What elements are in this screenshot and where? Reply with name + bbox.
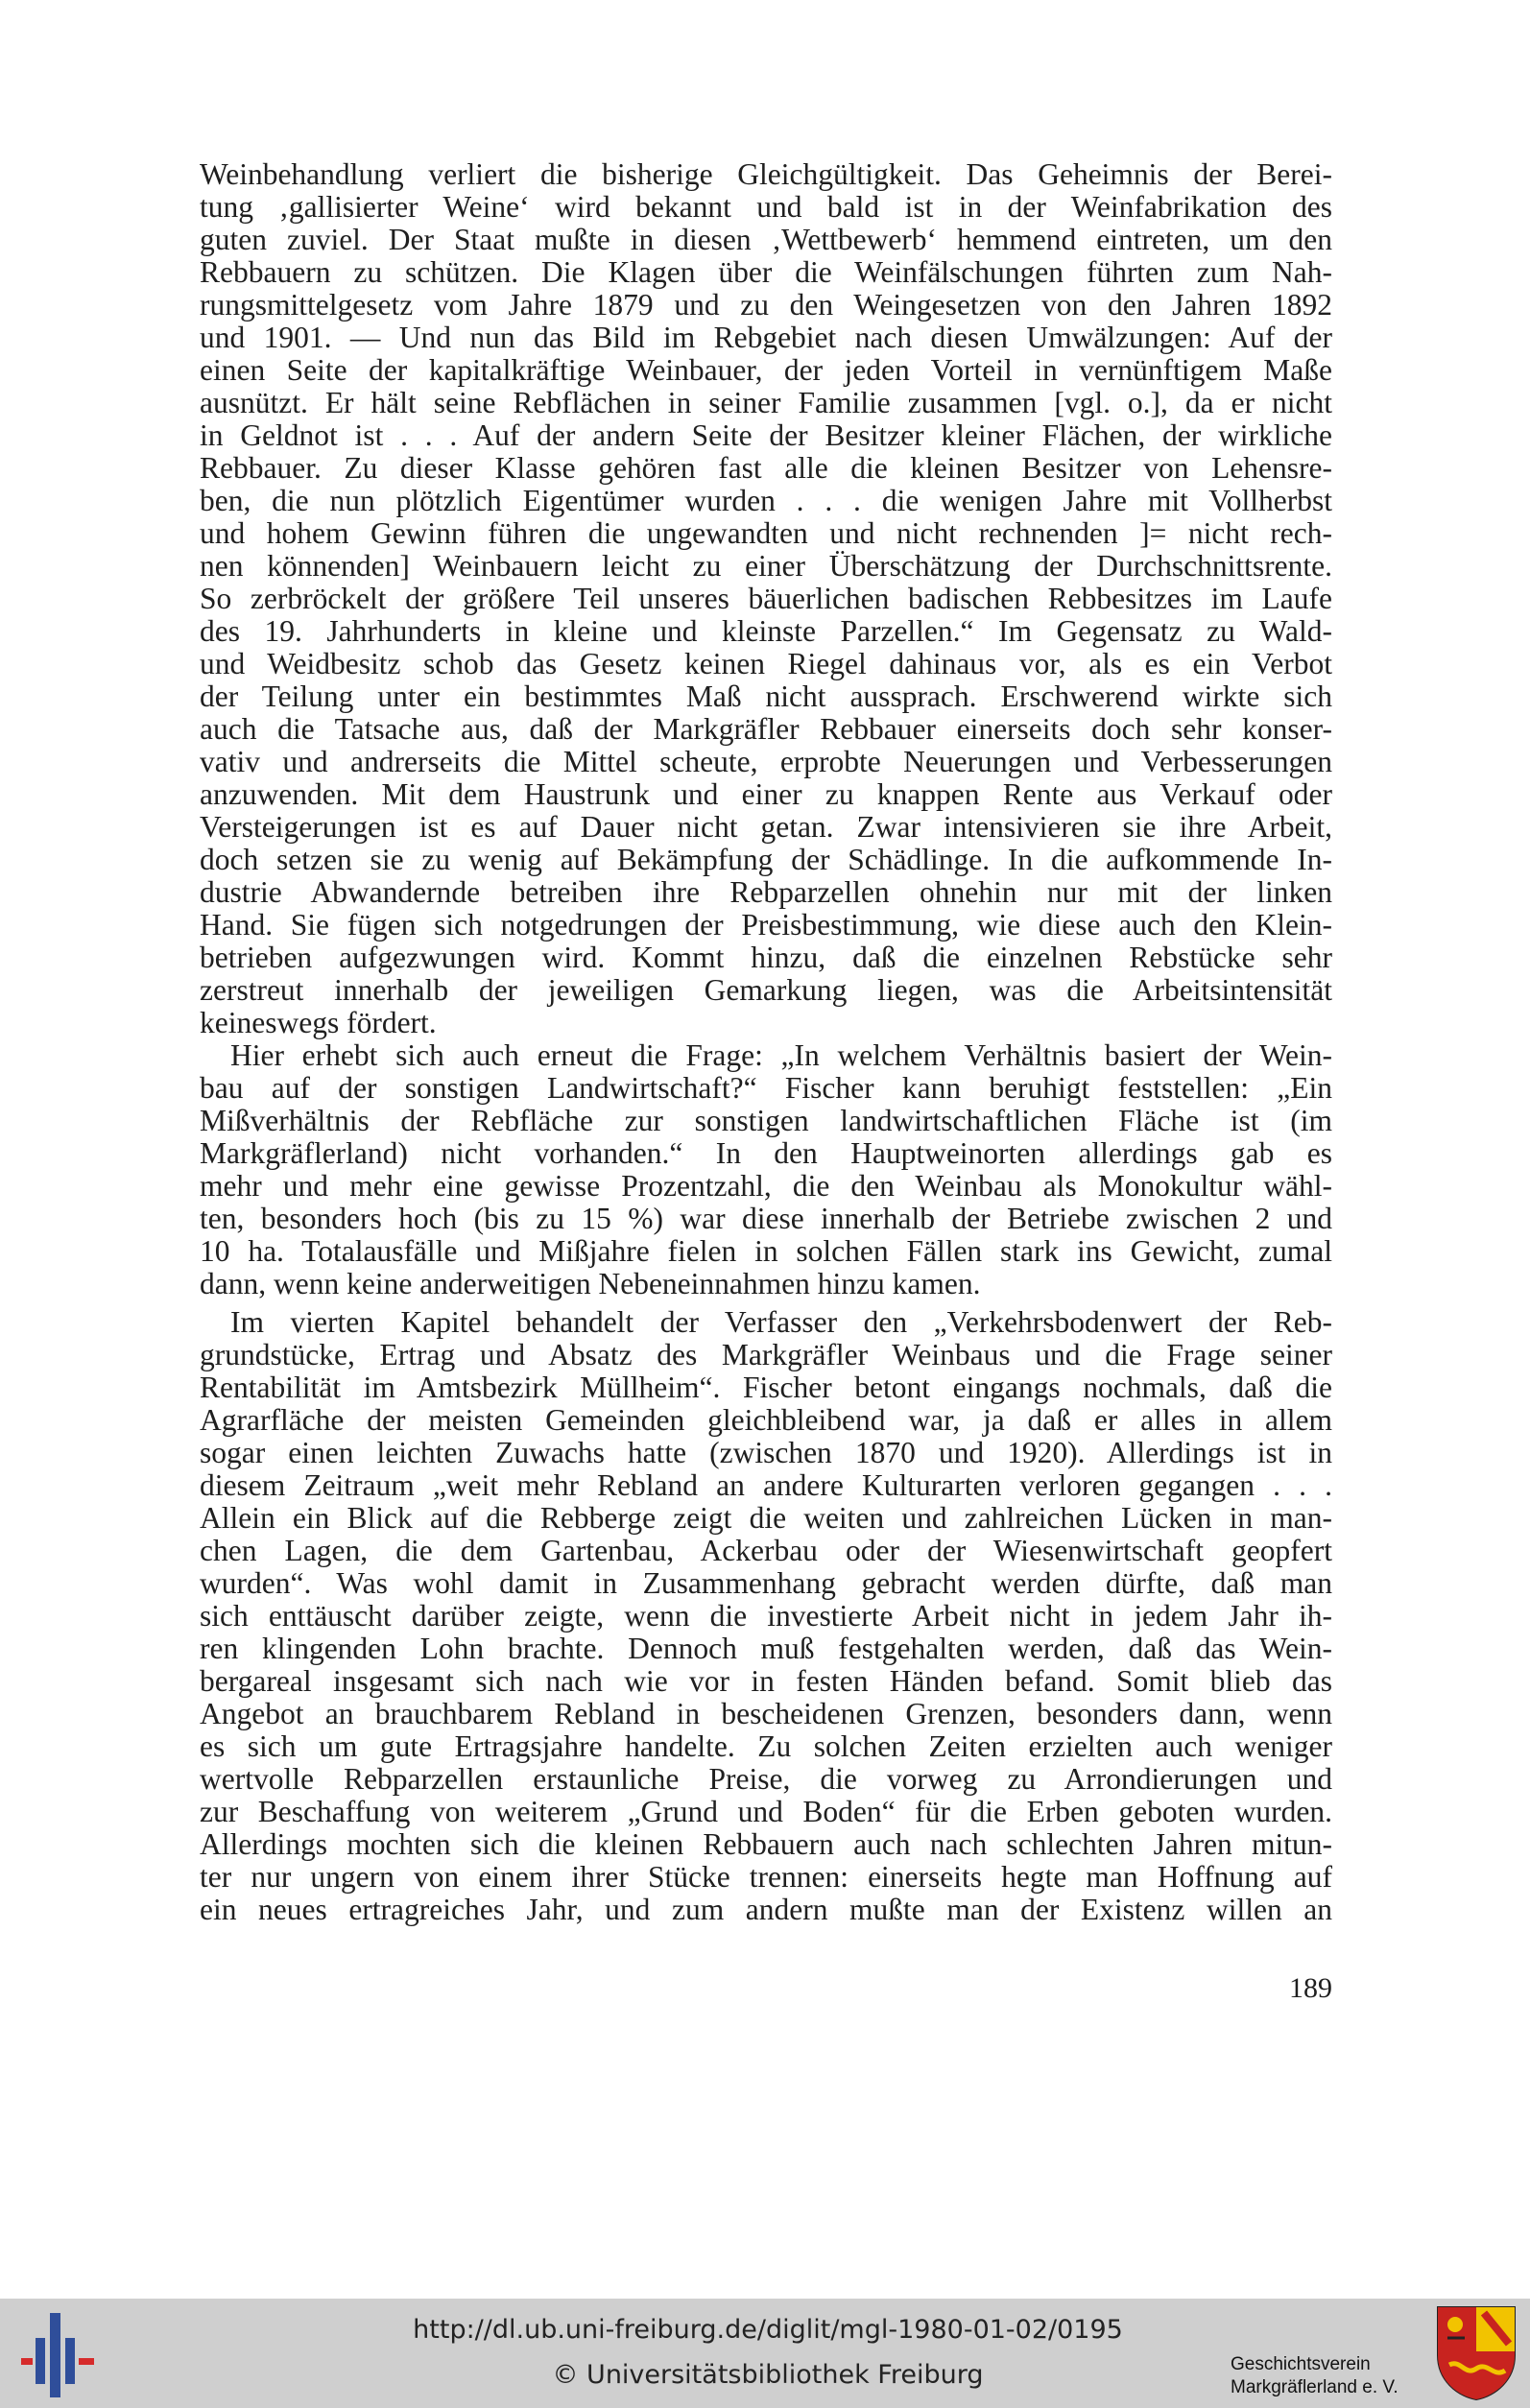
text-line: 10 ha. Totalausfälle und Mißjahre fielen in solchen Fällen stark ins Gewicht, zumal xyxy=(200,1234,1332,1268)
text-line: sogar einen leichten Zuwachs hatte (zwischen 1870 und 1920). Allerdings ist in xyxy=(200,1436,1332,1469)
text-line: in Geldnot ist . . . Auf der andern Seite der Besitzer kleiner Flächen, der wirkliche xyxy=(200,418,1332,452)
text-line: keineswegs fördert. xyxy=(200,1006,437,1039)
text-line: diesem Zeitraum „weit mehr Rebland an andere Kulturarten verloren gegangen . . . xyxy=(200,1468,1332,1502)
society-name-line: Markgräflerland e. V. xyxy=(1231,2377,1399,2397)
text-line: wertvolle Rebparzellen erstaunliche Preise, die vorweg zu Arrondierungen und xyxy=(200,1762,1332,1796)
text-line: anzuwenden. Mit dem Haustrunk und einer zu knappen Rente aus Verkauf oder xyxy=(200,777,1332,811)
text-line: nen könnenden] Weinbauern leicht zu einer Überschätzung der Durchschnittsrente. xyxy=(200,549,1332,583)
text-line: Rebbauern zu schützen. Die Klagen über die Weinfälschungen führten zum Nah- xyxy=(200,255,1332,289)
text-line: sich enttäuscht darüber zeigte, wenn die investierte Arbeit nicht in jedem Jahr ih- xyxy=(200,1599,1332,1633)
text-line: betrieben aufgezwungen wird. Kommt hinzu, daß die einzelnen Rebstücke sehr xyxy=(200,941,1332,974)
text-line: Hand. Sie fügen sich notgedrungen der Preisbestimmung, wie diese auch den Klein- xyxy=(200,908,1332,942)
text-line: es sich um gute Ertragsjahre handelte. Zu solchen Zeiten erzielten auch weniger xyxy=(200,1729,1332,1763)
text-line: des 19. Jahrhunderts in kleine und kleinste Parzellen.“ Im Gegensatz zu Wald- xyxy=(200,614,1332,648)
text-line: So zerbröckelt der größere Teil unseres bäuerlichen badischen Rebbesitzes im Laufe xyxy=(200,582,1332,615)
text-line: ten, besonders hoch (bis zu 15 %) war diese innerhalb der Betriebe zwischen 2 und xyxy=(200,1202,1332,1235)
copyright-notice: © Universitätsbibliothek Freiburg xyxy=(552,2360,984,2390)
text-line: zerstreut innerhalb der jeweiligen Gemarkung liegen, was die Arbeitsintensität xyxy=(200,973,1332,1007)
society-name-line: Geschichtsverein xyxy=(1231,2354,1371,2374)
text-line: Angebot an brauchbarem Rebland in bescheidenen Grenzen, besonders dann, wenn xyxy=(200,1697,1332,1730)
text-line: Rebbauer. Zu dieser Klasse gehören fast alle die kleinen Besitzer von Lehensre- xyxy=(200,451,1332,485)
text-line: ter nur ungern von einem ihrer Stücke trennen: einerseits hegte man Hoffnung auf xyxy=(200,1860,1332,1894)
text-line: dustrie Abwandernde betreiben ihre Rebparzellen ohnehin nur mit der linken xyxy=(200,875,1332,909)
text-line: grundstücke, Ertrag und Absatz des Markgräfler Weinbaus und die Frage seiner xyxy=(200,1338,1332,1371)
text-line: tung ‚gallisierter Weine‘ wird bekannt und bald ist in der Weinfabrikation des xyxy=(200,190,1332,224)
text-line: ben, die nun plötzlich Eigentümer wurden . . . die wenigen Jahre mit Vollherbst xyxy=(200,484,1332,517)
text-line: Hier erhebt sich auch erneut die Frage: „In welchem Verhältnis basiert der Wein- xyxy=(230,1038,1332,1072)
text-line: Agrarfläche der meisten Gemeinden gleichbleibend war, ja daß er alles in allem xyxy=(200,1403,1332,1437)
text-line: der Teilung unter ein bestimmtes Maß nicht aussprach. Erschwerend wirkte sich xyxy=(200,679,1332,713)
society-name xyxy=(1231,2353,1422,2399)
text-line: Versteigerungen ist es auf Dauer nicht getan. Zwar intensivieren sie ihre Arbeit, xyxy=(200,810,1332,844)
text-line: ausnützt. Er hält seine Rebflächen in seiner Familie zusammen [vgl. o.], da er nicht xyxy=(200,386,1332,419)
text-line: Im vierten Kapitel behandelt der Verfasser den „Verkehrsbodenwert der Reb- xyxy=(230,1305,1332,1339)
text-line: auch die Tatsache aus, daß der Markgräfler Rebbauer einerseits doch sehr konser- xyxy=(200,712,1332,746)
text-line: ren klingenden Lohn brachte. Dennoch muß festgehalten werden, daß das Wein- xyxy=(200,1632,1332,1665)
text-line: Rentabilität im Amtsbezirk Müllheim“. Fischer betont eingangs nochmals, daß die xyxy=(200,1371,1332,1404)
text-line: wurden“. Was wohl damit in Zusammenhang gebracht werden dürfte, daß man xyxy=(200,1566,1332,1600)
text-line: bau auf der sonstigen Landwirtschaft?“ Fischer kann beruhigt feststellen: „Ein xyxy=(200,1071,1332,1105)
document-url-link[interactable]: http://dl.ub.uni-freiburg.de/diglit/mgl-1980-01-02/0195 xyxy=(413,2315,1123,2345)
text-line: Weinbehandlung verliert die bisherige Gleichgültigkeit. Das Geheimnis der Berei- xyxy=(200,157,1332,191)
text-line: Allein ein Blick auf die Rebberge zeigt die weiten und zahlreichen Lücken in man- xyxy=(200,1501,1332,1535)
text-line: und 1901. — Und nun das Bild im Rebgebiet nach diesen Umwälzungen: Auf der xyxy=(200,321,1332,354)
text-line: guten zuviel. Der Staat mußte in diesen ‚Wettbewerb‘ hemmend eintreten, um den xyxy=(200,223,1332,256)
text-line: einen Seite der kapitalkräftige Weinbauer, der jeden Vorteil in vernünftigem Maße xyxy=(200,353,1332,387)
text-line: rungsmittelgesetz vom Jahre 1879 und zu den Weingesetzen von den Jahren 1892 xyxy=(200,288,1332,322)
text-line: vativ und andrerseits die Mittel scheute, erprobte Neuerungen und Verbesserungen xyxy=(200,745,1332,778)
text-line: mehr und mehr eine gewisse Prozentzahl, die den Weinbau als Monokultur wähl- xyxy=(200,1169,1332,1203)
body-text xyxy=(200,158,1332,1926)
text-line: Allerdings mochten sich die kleinen Rebbauern auch nach schlechten Jahren mitun- xyxy=(200,1827,1332,1861)
text-line: bergareal insgesamt sich nach wie vor in festen Händen befand. Somit blieb das xyxy=(200,1664,1332,1698)
text-line: und Weidbesitz schob das Gesetz keinen Riegel dahinaus vor, als es ein Verbot xyxy=(200,647,1332,680)
text-line: dann, wenn keine anderweitigen Nebeneinnahmen hinzu kamen. xyxy=(200,1267,981,1300)
text-line: zur Beschaffung von weiterem „Grund und Boden“ für die Erben geboten wurden. xyxy=(200,1795,1332,1828)
text-line: chen Lagen, die dem Gartenbau, Ackerbau oder der Wiesenwirtschaft geopfert xyxy=(200,1534,1332,1567)
text-line: Markgräflerland) nicht vorhanden.“ In den Hauptweinorten allerdings gab es xyxy=(200,1136,1332,1170)
text-line: und hohem Gewinn führen die ungewandten und nicht rechnenden ]= nicht rech- xyxy=(200,516,1332,550)
coat-of-arms-icon[interactable] xyxy=(1436,2305,1517,2401)
text-line: doch setzen sie zu wenig auf Bekämpfung der Schädlinge. In die aufkommende In- xyxy=(200,843,1332,876)
text-line: Mißverhältnis der Rebfläche zur sonstigen landwirtschaftlichen Fläche ist (im xyxy=(200,1104,1332,1137)
ub-freiburg-logo-icon[interactable] xyxy=(21,2309,98,2401)
page-number: 189 xyxy=(1289,1972,1332,2004)
text-line: ein neues ertragreiches Jahr, und zum andern mußte man der Existenz willen an xyxy=(200,1893,1332,1926)
